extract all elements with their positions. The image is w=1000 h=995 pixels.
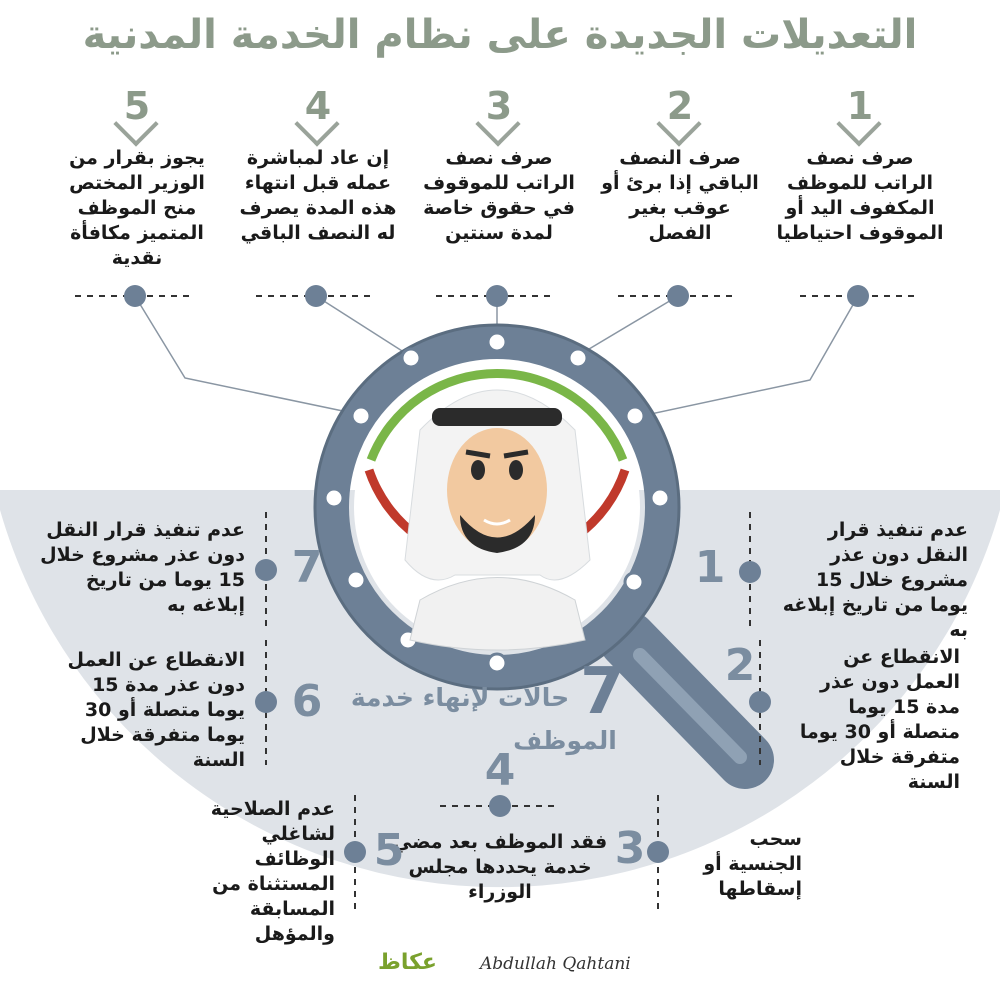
center-label-line2: الموظف <box>513 726 617 755</box>
amendment-5-number: 5 <box>123 84 151 128</box>
case-7-number: 7 <box>291 542 323 593</box>
case-7-text: عدم تنفيذ قرار النقل دون عذر مشروع خلال 15 يوما من تاريخ إبلاغه به <box>40 519 245 616</box>
case-2-number: 2 <box>724 640 756 691</box>
case-2-text: الانقطاع عن العمل دون عذر مدة 15 يوما متصلة أو 30 يوما متفرقة خلال السنة <box>799 646 960 793</box>
amendment-2-number: 2 <box>666 84 694 128</box>
case-3-number: 3 <box>614 823 646 874</box>
brand-logo: عكاظ <box>378 950 437 975</box>
case-3-text: سحب الجنسية أو إسقاطها <box>703 828 802 900</box>
page-title: التعديلات الجديدة على نظام الخدمة المدنية <box>82 12 918 58</box>
amendment-2-text: صرف النصف الباقي إذا برئ أو عوقب بغير الفصل <box>601 147 759 244</box>
designer-signature: Abdullah Qahtani <box>480 954 631 974</box>
case-5-number: 5 <box>373 825 405 876</box>
amendment-3-text: صرف نصف الراتب للموقوف في حقوق خاصة لمدة سنتين <box>423 147 575 244</box>
case-5-text: عدم الصلاحية لشاغلي الوظائف المستثناة من المسابقة والمؤهل <box>210 798 335 945</box>
center-number: 7 <box>580 655 625 729</box>
amendment-1-text: صرف نصف الراتب للموظف المكفوف اليد أو الموقوف احتياطيا <box>776 147 944 244</box>
case-4-number: 4 <box>484 745 516 796</box>
amendment-4-number: 4 <box>304 84 332 128</box>
center-label-line1: حالات لإنهاء خدمة <box>350 683 570 712</box>
case-6-number: 6 <box>291 676 323 727</box>
case-1-number: 1 <box>694 542 726 593</box>
amendment-4-text: إن عاد لمباشرة عمله قبل انتهاء هذه المدة يصرف له النصف الباقي <box>239 147 397 244</box>
case-6-text: الانقطاع عن العمل دون عذر مدة 15 يوما متصلة أو 30 يوما متفرقة خلال السنة <box>67 649 245 771</box>
case-4-text: فقد الموظف بعد مضي خدمة يحددها مجلس الوزراء <box>392 831 608 903</box>
amendment-5-text: يجوز بقرار من الوزير المختص منح الموظف المتميز مكافأة نقدية <box>69 147 205 269</box>
amendment-1-number: 1 <box>846 84 874 128</box>
case-1-text: عدم تنفيذ قرار النقل دون عذر مشروع خلال 15 يوما من تاريخ إبلاغه به <box>782 519 968 641</box>
amendment-3-number: 3 <box>485 84 513 128</box>
